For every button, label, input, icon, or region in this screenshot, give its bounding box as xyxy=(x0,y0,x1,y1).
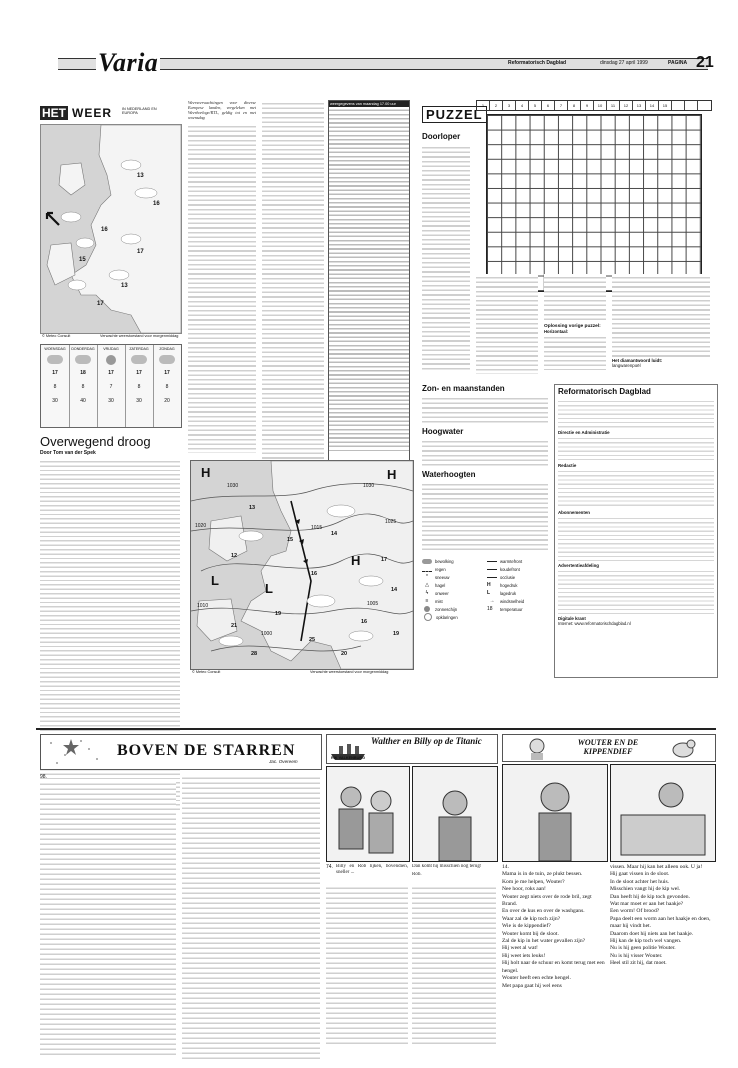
hail-icon: △ xyxy=(425,582,429,588)
solution-label: Oplossing vorige puzzel: xyxy=(544,324,601,329)
map-temp: 17 xyxy=(97,301,104,307)
big-map-svg xyxy=(191,461,413,669)
front-icon xyxy=(487,561,497,562)
grid-col-number-blank xyxy=(672,101,685,110)
last-word: langwarenpoël xyxy=(612,363,641,368)
small-map-credit: © Meteo Consult xyxy=(42,334,71,338)
small-map-svg xyxy=(41,125,181,333)
star-decoration-icon xyxy=(41,735,111,769)
kids-banner xyxy=(502,734,716,762)
comic-art xyxy=(413,767,497,861)
big-map-temp: 15 xyxy=(287,537,294,543)
comic-subtitle: RIK VALKENBURG xyxy=(331,756,366,760)
weather-logo-left: HET xyxy=(42,106,66,120)
cloud-icon xyxy=(159,355,175,364)
big-map-credit: © Meteo Consult xyxy=(192,670,221,674)
colophon xyxy=(554,384,718,678)
isobar-label: 1010 xyxy=(197,603,209,609)
grid-col-number: 5 xyxy=(529,101,542,110)
forecast-day xyxy=(97,345,126,427)
kids-art xyxy=(503,765,607,861)
comic-title: Walther en Billy op de Titanic xyxy=(371,736,482,746)
grid-col-number: 15 xyxy=(659,101,672,110)
comic-text-a-lines xyxy=(326,884,408,1044)
map-temp: 13 xyxy=(137,173,144,179)
forecast-rain: 20 xyxy=(164,398,170,404)
forecast-day xyxy=(69,345,98,427)
legend-item: regen xyxy=(422,565,483,573)
low-icon: L xyxy=(487,590,491,596)
comic-episode: 74. xyxy=(326,864,333,870)
weather-article-title: Overwegend droog xyxy=(40,434,151,449)
small-map-caption: Verwachte weerstoestand voor morgenmiddag xyxy=(100,334,179,338)
isobar-label: 1025 xyxy=(385,519,397,525)
comic-panel xyxy=(412,766,498,862)
big-map-caption: Verwachte weerstoestand voor morgenmiddag xyxy=(310,670,389,674)
forecast-day xyxy=(153,345,181,427)
colophon-section: Directie en Administratie xyxy=(558,430,610,435)
forecast-rain: 30 xyxy=(136,398,142,404)
big-map-temp: 13 xyxy=(249,505,256,511)
issue-date: dinsdag 27 april 1999 xyxy=(600,60,648,66)
paper-name: Reformatorisch Dagblad xyxy=(508,60,567,66)
colophon-title: Reformatorisch Dagblad xyxy=(558,387,651,396)
cloud-icon xyxy=(47,355,63,364)
map-temp: 17 xyxy=(137,249,144,255)
weather-logo-right: WEER xyxy=(72,106,112,120)
front-icon xyxy=(487,569,497,570)
grid-col-number: 2 xyxy=(490,101,503,110)
tide-title: Hoogwater xyxy=(422,427,464,436)
kids-line: Dan heeft hij de kip toch gevonden. xyxy=(610,893,690,900)
forecast-max: 17 xyxy=(136,370,142,376)
kids-section xyxy=(500,734,714,1064)
isobar-label: 1000 xyxy=(261,631,273,637)
pressure-high: H xyxy=(387,467,397,482)
forecast-min: 8 xyxy=(137,384,141,390)
legend-item: L lagedruk xyxy=(487,590,517,596)
kids-line: Daarom doet hij niets aan het haakje. xyxy=(610,930,694,937)
forecast-max: 17 xyxy=(108,370,114,376)
forecast-rain: 30 xyxy=(108,398,114,404)
kids-line: Wat mar moet er aan het haakje? xyxy=(610,901,684,908)
grid-col-number: 4 xyxy=(516,101,529,110)
temperature-icon: 18 xyxy=(487,606,493,612)
puzzle-col-c xyxy=(612,274,710,374)
kids-line: Hij kan de kip toch wel vangen. xyxy=(610,938,682,945)
comic-text-b-lines xyxy=(412,884,496,1044)
country-column-1 xyxy=(188,100,256,460)
country-intro: Weersverwachtingen voor diverse Europese landen, vergeleken met Weerhorloge/RTL, geldig tot en met woensdag xyxy=(188,100,256,120)
masthead xyxy=(0,0,738,78)
pressure-high: H xyxy=(351,553,361,568)
puzzle-col-b xyxy=(544,274,606,374)
tides-section xyxy=(422,384,548,664)
big-map-temp: 25 xyxy=(309,637,316,643)
legend-item: warmtefront xyxy=(487,557,548,565)
big-map-temp: 28 xyxy=(251,651,258,657)
kids-line: Wouter komt bij de sloot. xyxy=(502,930,559,937)
isobar-label: 1020 xyxy=(195,523,207,529)
legend-item: ϟ onweer xyxy=(422,589,483,597)
kids-text-b xyxy=(610,864,714,968)
front-icon xyxy=(487,577,497,578)
page-label: PAGINA xyxy=(668,60,688,66)
big-map-temp: 16 xyxy=(311,571,318,577)
forecast-day-name: DONDERDAG xyxy=(71,347,95,351)
kids-line: Mama is in de tuin, ze plukt bessen. xyxy=(502,871,583,878)
big-map-temp: 16 xyxy=(361,619,368,625)
comic-text-c: Rob. xyxy=(412,872,422,877)
country-column-2 xyxy=(262,100,324,460)
kids-line: Wie is de kippendief? xyxy=(502,923,551,930)
puzzle-number-row xyxy=(476,100,712,111)
weather-logo xyxy=(40,106,180,120)
kids-panel xyxy=(610,764,716,862)
weather-legend xyxy=(422,557,548,621)
comic-panel xyxy=(326,766,410,862)
sun-icon xyxy=(424,606,430,612)
legend-item: * sneeuw xyxy=(422,573,483,581)
serial-body-right xyxy=(182,774,320,1062)
kids-line: Hij gaat vissen in de sloot. xyxy=(610,871,670,878)
kids-episode: 14. xyxy=(502,864,509,870)
big-map-temp: 20 xyxy=(341,651,348,657)
sun-moon-title: Zon- en maanstanden xyxy=(422,384,505,393)
kids-title: WOUTER EN DE KIPPENDIEF xyxy=(577,738,639,756)
grid-col-number: 8 xyxy=(568,101,581,110)
kids-line: Papa deelt een worm aan het haakje en doen, maar hij vindt het. xyxy=(610,915,711,930)
snow-icon: * xyxy=(426,574,428,580)
serial-title: BOVEN DE STARREN xyxy=(117,742,296,759)
comic-art xyxy=(327,767,409,861)
map-temp: 16 xyxy=(101,227,108,233)
grid-col-number: 6 xyxy=(542,101,555,110)
kids-line: Nu is hij visser Wouter. xyxy=(610,952,663,959)
isobar-label: 1015 xyxy=(311,525,323,531)
big-map-temp: 19 xyxy=(393,631,400,637)
colophon-web[interactable]: Internet: www.reformatorischdagblad.nl xyxy=(558,621,631,626)
high-icon: H xyxy=(487,582,491,588)
map-temp: 15 xyxy=(79,257,86,263)
legend-item: H hogedruk xyxy=(487,582,518,588)
serial-banner xyxy=(40,734,322,770)
kids-line: Waar zal de kip toch zijn? xyxy=(502,915,561,922)
pressure-low: L xyxy=(211,573,219,588)
big-map-temp: 17 xyxy=(381,557,388,563)
weather-article-byline: Door Tom van der Spek xyxy=(40,450,96,456)
cloud-icon xyxy=(422,559,432,564)
legend-item: bewolking xyxy=(422,557,483,565)
kids-text-a xyxy=(502,864,606,990)
weather-table-title: weergegevens van maandag 17.00 uur xyxy=(329,101,409,107)
comic-banner xyxy=(326,734,498,764)
big-map-temp: 12 xyxy=(231,553,238,559)
puzzle-title: PUZZEL xyxy=(422,106,487,123)
weather-table-rows xyxy=(329,107,409,451)
water-title: Waterhoogten xyxy=(422,470,476,479)
forecast-rain: 40 xyxy=(80,398,86,404)
colophon-section: Abonnementen xyxy=(558,510,590,515)
grid-col-number: 12 xyxy=(620,101,633,110)
puzzle-section xyxy=(422,100,712,420)
forecast-day-name: WOENSDAG xyxy=(44,347,66,351)
legend-item: zonneschijn xyxy=(422,605,483,613)
kids-line: Wouter zegt niets over de rode bril, zegt Brand. xyxy=(502,893,592,908)
kids-line: Wouter heeft een echte hengel. xyxy=(502,975,571,982)
solution-h-label: Horizontaal: xyxy=(544,329,569,334)
kids-line: Met papa gaat hij wel eens xyxy=(502,982,562,989)
kids-line: Kom je me helpen, Wouter? xyxy=(502,878,565,885)
grid-col-number-blank xyxy=(685,101,698,110)
grid-col-number: 10 xyxy=(594,101,607,110)
forecast-min: 7 xyxy=(109,384,113,390)
small-weather-map xyxy=(40,124,182,334)
isobar-label: 1030 xyxy=(227,483,239,489)
colophon-section: Advertentieafdeling xyxy=(558,563,599,568)
forecast-day-name: ZONDAG xyxy=(159,347,175,351)
map-temp: 13 xyxy=(121,283,128,289)
colophon-section: Redactie xyxy=(558,463,577,468)
legend-item: △ hagel xyxy=(422,581,483,589)
wind-icon: → xyxy=(489,598,495,604)
cloud-icon xyxy=(75,355,91,364)
crossword-grid[interactable] xyxy=(486,114,702,292)
grid-col-number: 9 xyxy=(581,101,594,110)
weather-logo-sub: IN NEDERLAND EN EUROPA xyxy=(122,107,157,116)
kids-line: En over de kus en over de washgans. xyxy=(502,908,585,915)
legend-item: → windsnelheid xyxy=(487,597,548,605)
grid-col-number: 3 xyxy=(503,101,516,110)
puzzle-clues xyxy=(422,144,470,372)
kids-line: Heel stil zit hij, dat moet. xyxy=(610,960,667,967)
big-map-temp: 19 xyxy=(275,611,282,617)
kids-line: Misschien vangt hij de kip wel. xyxy=(610,886,681,893)
big-map-temp: 21 xyxy=(231,623,238,629)
kids-line: Zal de kip in het water gevallen zijn? xyxy=(502,938,586,945)
forecast-strip xyxy=(40,344,182,428)
colophon-section: Digitale krant xyxy=(558,616,586,621)
forecast-day xyxy=(125,345,154,427)
forecast-day xyxy=(41,345,70,427)
fog-icon: ≡ xyxy=(425,598,429,604)
grid-col-number: 11 xyxy=(607,101,620,110)
grid-col-number: 7 xyxy=(555,101,568,110)
bottom-rule xyxy=(36,728,716,730)
kids-line: Een worm! Of brood? xyxy=(610,908,660,915)
kids-line: vissen. Maar hij kan het alleen ook. U ja! xyxy=(610,864,703,870)
legend-item: opklaringen xyxy=(422,613,483,621)
serial-author: Jac. Overeem xyxy=(269,759,298,764)
thunder-icon: ϟ xyxy=(425,590,429,596)
section-title: Varia xyxy=(98,48,159,77)
kids-line: In de sloot achter het huis. xyxy=(610,878,670,885)
isobar-label: 1030 xyxy=(363,483,375,489)
rain-icon xyxy=(422,566,432,572)
legend-item: koudefront xyxy=(487,565,548,573)
comic-section xyxy=(326,734,496,1064)
grid-col-number-blank xyxy=(698,101,711,110)
comic-text-a: Billy en Rob lijken, bovendien, sneller ... xyxy=(336,864,408,875)
kids-line: Hij weet al wat! xyxy=(502,945,538,952)
puzzle-col-a xyxy=(476,274,538,374)
forecast-min: 8 xyxy=(53,384,57,390)
forecast-min: 8 xyxy=(165,384,169,390)
forecast-min: 8 xyxy=(81,384,85,390)
serial-episode: 98. xyxy=(40,774,47,780)
kids-line: Nee hoor, roks aan! xyxy=(502,886,546,893)
partly-sunny-icon xyxy=(424,613,432,621)
grid-col-number: 13 xyxy=(633,101,646,110)
big-weather-map xyxy=(190,460,414,670)
forecast-max: 18 xyxy=(80,370,86,376)
big-map-temp: 14 xyxy=(331,531,338,537)
boy-icon xyxy=(517,736,557,760)
forecast-day-name: ZATERDAG xyxy=(129,347,149,351)
last-word-label: Het diamantwoord luidt: xyxy=(612,358,663,363)
forecast-max: 17 xyxy=(52,370,58,376)
grid-col-number: 14 xyxy=(646,101,659,110)
sun-icon xyxy=(106,355,116,365)
legend-item: ≡ mist xyxy=(422,597,483,605)
legend-item: 18 temperatuur xyxy=(487,606,523,612)
big-map-temp: 14 xyxy=(391,587,398,593)
page-number: 21 xyxy=(696,54,714,71)
grid-col-number: 1 xyxy=(477,101,490,110)
kids-line: Hij weet iets leuks! xyxy=(502,952,546,959)
forecast-rain: 30 xyxy=(52,398,58,404)
legend-item: occlusie xyxy=(487,573,548,581)
chicken-icon xyxy=(663,736,703,760)
kids-line: Hij holt naar de schuur en komt terug met een hengel. xyxy=(502,960,605,974)
pressure-high: H xyxy=(201,465,211,480)
comic-text-b: Dan komt hij misschien nog terug! xyxy=(412,864,482,869)
forecast-max: 17 xyxy=(164,370,170,376)
weather-table xyxy=(328,100,410,462)
kids-art xyxy=(611,765,715,861)
map-temp: 16 xyxy=(153,201,160,207)
serial-body-left xyxy=(40,774,176,1062)
kids-line: Nu is hij geen politie Wouter. xyxy=(610,945,676,952)
kids-panel xyxy=(502,764,608,862)
pressure-low: L xyxy=(265,581,273,596)
cloud-icon xyxy=(131,355,147,364)
isobar-label: 1005 xyxy=(367,601,379,607)
forecast-day-name: VRIJDAG xyxy=(103,347,119,351)
puzzle-subtitle: Doorloper xyxy=(422,132,461,141)
